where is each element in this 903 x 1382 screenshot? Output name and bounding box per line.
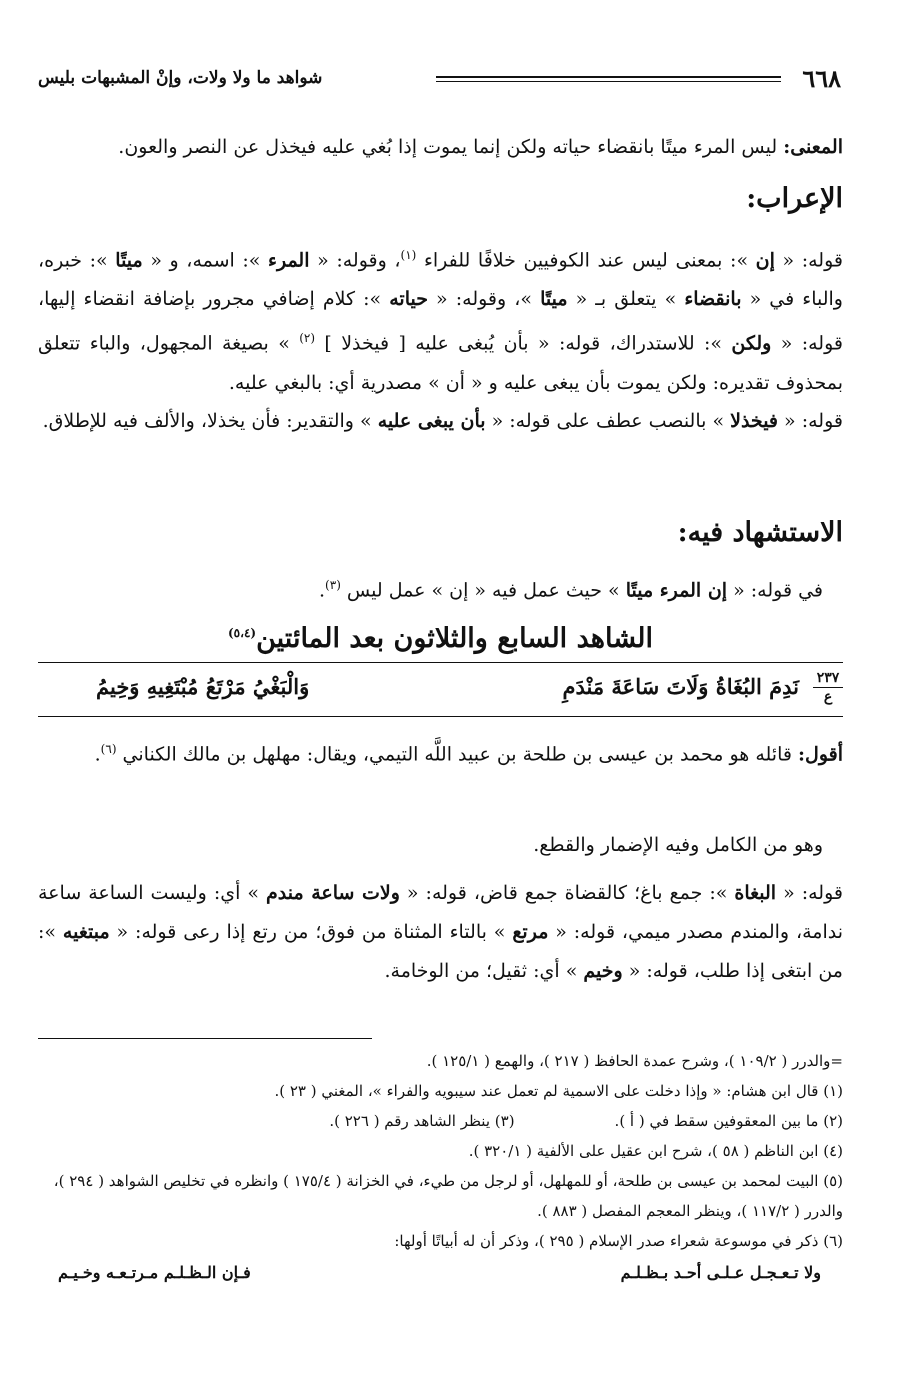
text-run: » أي: ثقيل؛ من الوخامة. <box>384 960 584 982</box>
footnote-continuation: =والدرر ( ١٠٩/٢ )، وشرح عمدة الحافظ ( ٢١٧ )، والهمع ( ١٢٥/١ ). <box>426 1052 843 1070</box>
text-run: » يتعلق بـ « <box>567 288 685 311</box>
bold-term: ولات ساعة مندم <box>266 882 400 904</box>
footnote-ref: (٣) <box>325 578 341 592</box>
bold-term: بأن يبغى عليه <box>377 410 486 432</box>
bold-term: مبتغيه <box>62 921 110 943</box>
verse-number-rule <box>813 687 843 688</box>
meter-paragraph: وهو من الكامل وفيه الإضمار والقطع. <box>533 834 823 856</box>
verse-bottom-rule <box>38 716 843 717</box>
text-run: »: من ابتغى إذا طلب، قوله: « <box>38 921 843 982</box>
footnote-5: (٥) البيت لمحمد بن عيسى بن طلحة، أو للمهلهل، أو لرجل من طيء، في الخزانة ( ١٧٥/٤ ) وانظره في تخليص الشواهد ( ٢٩٤ )، والدرر ( ١١٧/٢ )، وينظر المعجم المفصل ( ٨٨٣ ). <box>53 1172 843 1220</box>
text-run: » أي: وليست الساعة ساعة ندامة، والمندم مصدر ميمي، قوله: « <box>38 882 843 943</box>
footnote-verse <box>58 1258 821 1288</box>
istishhad-heading: الاستشهاد فيه: <box>677 517 843 548</box>
text-run: . <box>319 579 326 602</box>
text-run: » والتقدير: فأن يخذلا، والألف فيه للإطلاق. <box>42 410 378 432</box>
footnotes <box>38 1046 843 1288</box>
footnote-3: (٣) ينظر الشاهد رقم ( ٢٢٦ ). <box>329 1112 515 1130</box>
verse-number-source: ع <box>823 689 833 705</box>
page-number: ٦٦٨ <box>802 64 841 93</box>
text-run: »: اسمه، و « <box>142 249 269 272</box>
verse-line <box>38 670 843 714</box>
irab-paragraph-2 <box>38 402 843 441</box>
verse-number-value: ٢٣٧ <box>816 670 840 686</box>
vocabulary-paragraph <box>38 874 843 991</box>
footnote-ref: (١) <box>400 248 417 262</box>
irab-heading: الإعراب: <box>746 183 843 214</box>
bold-term: إن المرء ميتًا <box>625 579 728 602</box>
istishhad-paragraph <box>38 566 823 610</box>
running-title: شواهد ما ولا ولات، وإنْ المشبهات بليس <box>38 68 323 88</box>
text-run: » بصيغة المجهول، والباء تتعلق بمحذوف تقديره: ولكن يموت بأن يبغى عليه و « أن » مصدرية أي: بالبغي عليه. <box>38 332 843 394</box>
verse-top-rule <box>38 662 843 663</box>
bold-term: ولكن <box>731 332 772 355</box>
text-run: »: بمعنى ليس عند الكوفيين خلافًا للفراء <box>416 249 756 272</box>
footnote-2: (٢) ما بين المعقوفين سقط في ( أ ). <box>614 1112 843 1130</box>
text-run: »: للاستدراك، قوله: « بأن يُبغى عليه [ فيخذلا ] <box>315 332 732 355</box>
aqul-text: قائله هو محمد بن عيسى بن طلحة بن عبيد اللَّه التيمي، ويقال: مهلهل بن مالك الكناني <box>116 743 798 766</box>
aqul-label: أقول: <box>798 743 843 766</box>
bold-term: البغاة <box>734 882 777 904</box>
footnote-separator <box>38 1038 372 1039</box>
text-run: »، وقوله: « <box>427 288 541 311</box>
shahid-title <box>38 610 843 662</box>
text-run: » بالنصب عطف على قوله: « <box>485 410 731 432</box>
footnote-row <box>38 1106 843 1136</box>
footnote-6: (٦) ذكر في موسوعة شعراء صدر الإسلام ( ٢٩٥ )، وذكر أن له أبياتًا أولها: <box>394 1232 843 1250</box>
irab-paragraph-1 <box>38 236 843 403</box>
text-run: » حيث عمل فيه « إن » عمل ليس <box>340 579 626 602</box>
header-rule <box>436 76 781 82</box>
bold-term: ميتًا <box>115 249 143 272</box>
text-run: قوله: « <box>778 410 843 432</box>
text-run: في قوله: « <box>727 579 823 602</box>
meaning-paragraph <box>38 128 843 167</box>
bold-term: مرتع <box>512 921 549 943</box>
bold-term: إن <box>755 249 775 272</box>
hemistich-2: وَالْبَغْيُ مَرْتَعُ مُبْتَغِيهِ وَخِيمُ <box>96 674 310 699</box>
verse-number <box>813 670 843 705</box>
text-run: قوله: « <box>774 249 843 272</box>
meaning-text: ليس المرء ميتًا بانقضاء حياته ولكن إنما يموت إذا بُغي عليه فيخذل عن النصر والعون. <box>118 136 784 158</box>
bold-term: ميتًا <box>540 288 568 311</box>
bold-term: وخيم <box>583 960 623 982</box>
page-header <box>38 60 843 100</box>
footnote-ref: (٢) <box>299 331 316 346</box>
footnote-ref: (٦) <box>100 742 117 756</box>
footnote-ref: (٥،٤) <box>227 626 257 640</box>
text-run: ، وقوله: « <box>309 249 401 272</box>
text-run: »: خبره، والباء في « <box>38 249 843 311</box>
bold-term: المرء <box>268 249 310 272</box>
footnote-4: (٤) ابن الناظم ( ٥٨ )، شرح ابن عقيل على الألفية ( ٣٢٠/١ ). <box>468 1142 843 1160</box>
hemistich-1: نَدِمَ البُغَاةُ وَلَاتَ سَاعَةَ مَنْدَمِ <box>562 674 799 699</box>
bold-term: فيخذلا <box>730 410 779 432</box>
text-run: »: جمع باغ؛ كالقضاة جمع قاض، قوله: « <box>399 882 735 904</box>
meaning-label: المعنى: <box>783 136 843 158</box>
text-run: » بالتاء المثناة من فوق؛ من رتع إذا رعى قوله: « <box>109 921 513 943</box>
footnote-1: (١) قال ابن هشام: « وإذا دخلت على الاسمية لم تعمل عند سيبويه والفراء »، المغني ( ٢٣ ). <box>274 1082 843 1100</box>
footnote-verse-hemistich-2: فـإن الـظـلـم مـرتـعـه وخـيـم <box>58 1263 251 1282</box>
shahid-title-text: الشاهد السابع والثلاثون بعد المائتين <box>256 623 654 654</box>
text-run: قوله: « <box>776 882 843 904</box>
bold-term: حياته <box>389 288 428 311</box>
bold-term: بانقضاء <box>684 288 742 311</box>
aqul-paragraph: أقول: قائله هو محمد بن عيسى بن طلحة بن عبيد اللَّه التيمي، ويقال: مهلهل بن مالك الكناني $^{(٦)}$. <box>94 742 843 766</box>
text-run: »: كلام إضافي مجرور بإضافة انقضاء إليها، قوله: « <box>38 288 843 355</box>
footnote-verse-hemistich-1: ولا تـعـجـل عـلـى أحـد بـظـلـم <box>620 1263 821 1282</box>
